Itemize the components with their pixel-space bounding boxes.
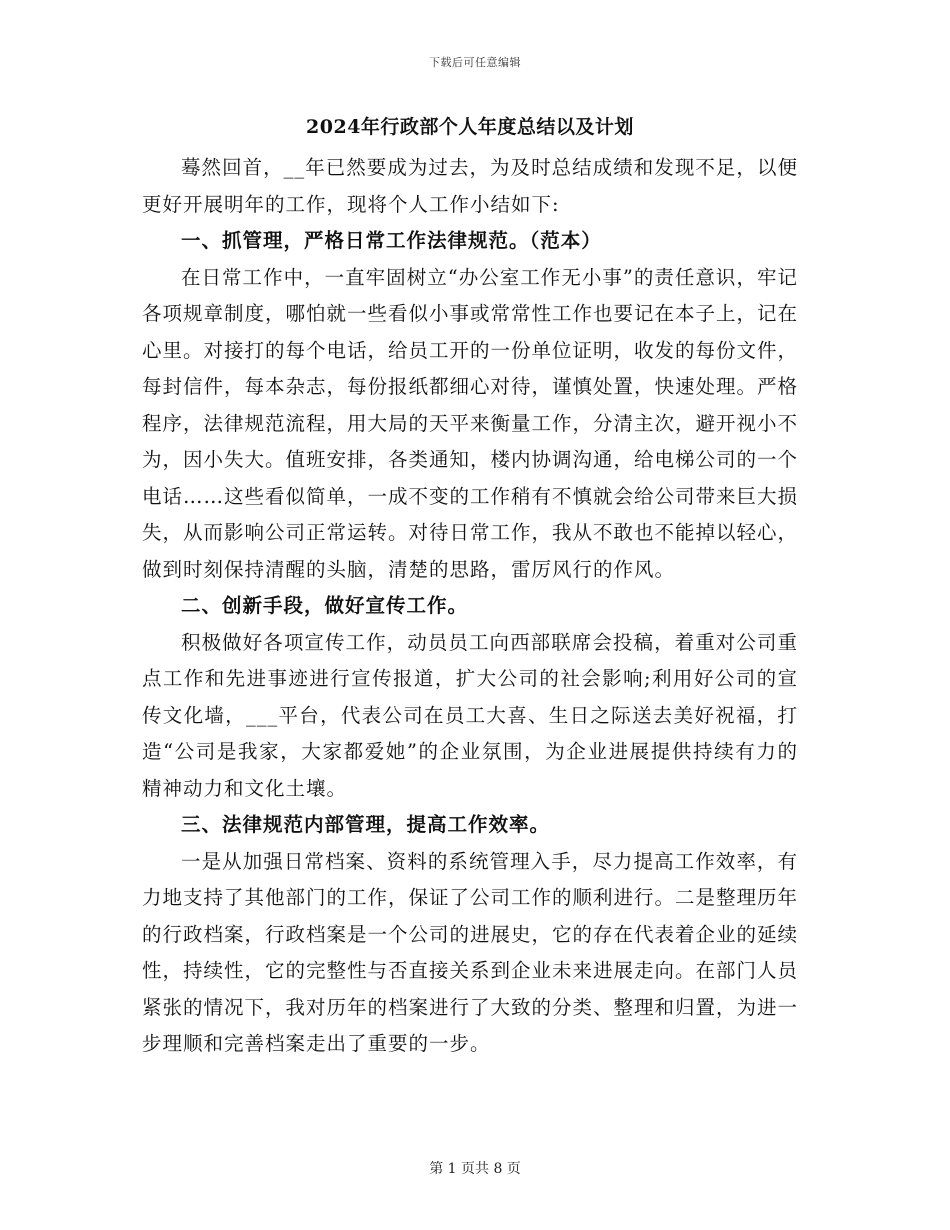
section-body-2: 积极做好各项宣传工作，动员员工向西部联席会投稿，着重对公司重点工作和先进事迹进行宣传报道，扩大公司的社会影响;利用好公司的宣传文化墙，___平台，代表公司在员工大喜、生日之际送去美好祝福，打造“公司是我家，大家都爱她”的企业氛围，为企业进展提供持续有力的精神动力和文化土壤。 [142, 630, 798, 800]
document-title: 2024年行政部个人年度总结以及计划 [306, 116, 634, 138]
page-footer: 第 1 页共 8 页 [429, 1161, 521, 1177]
section-body-1: 在日常工作中，一直牢固树立“办公室工作无小事”的责任意识，牢记各项规章制度，哪怕就一些看似小事或常常性工作也要记在本子上，记在心里。对接打的每个电话，给员工开的一份单位证明，收发的每份文件，每封信件，每本杂志，每份报纸都细心对待，谨慎处置，快速处理。严格程序，法律规范流程，用大局的天平来衡量工作，分清主次，避开视小不为，因小失大。值班安排，各类通知，楼内协调沟通，给电梯公司的一个电话……这些看似简单，一成不变的工作稍有不慎就会给公司带来巨大损失，从而影响公司正常运转。对待日常工作，我从不敢也不能掉以轻心，做到时刻保持清醒的头脑，清楚的思路，雷厉风行的作风。 [142, 265, 799, 581]
page-header: 下载后可任意编辑 [429, 56, 521, 69]
section-body-3: 一是从加强日常档案、资料的系统管理入手，尽力提高工作效率，有力地支持了其他部门的工作，保证了公司工作的顺利进行。二是整理历年的行政档案，行政档案是一个公司的进展史，它的存在代表着企业的延续性，持续性，它的完整性与否直接关系到企业未来进展走向。在部门人员紧张的情况下，我对历年的档案进行了大致的分类、整理和归置，为进一步理顺和完善档案走出了重要的一步。 [142, 849, 799, 1055]
document-body [142, 110, 798, 1063]
section-heading-3: 三、法律规范内部管理，提高工作效率。 [181, 813, 551, 836]
intro-paragraph: 蓦然回首，__年已然要成为过去，为及时总结成绩和发现不足，以便更好开展明年的工作，现将个人工作小结如下: [142, 156, 798, 216]
section-heading-2: 二、创新手段，做好宣传工作。 [181, 594, 469, 617]
section-heading-1: 一、抓管理，严格日常工作法律规范。（范本） [181, 229, 602, 252]
